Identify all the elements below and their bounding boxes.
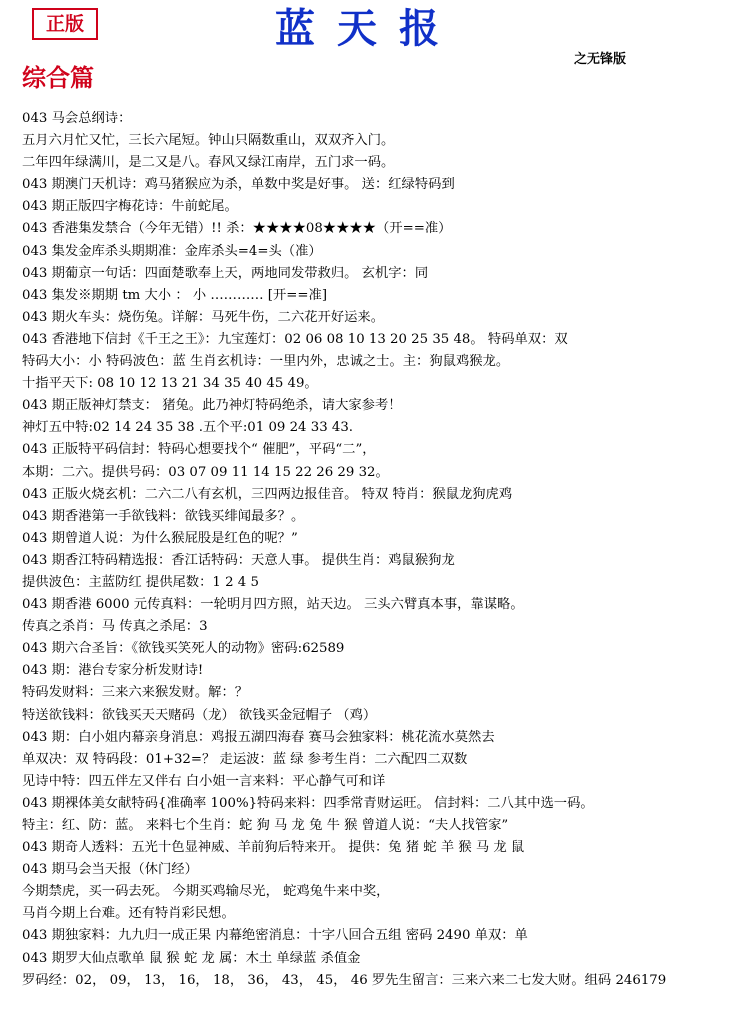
content-line: 传真之杀肖：马 传真之杀尾：3 — [22, 619, 208, 635]
content-line: 特码大小：小 特码波色：蓝 生肖玄机诗：一里内外，忠诚之士。主：狗鼠鸡猴龙。 — [22, 354, 510, 370]
authentic-badge: 正版 — [32, 8, 98, 40]
content-line: 043 期火车头：烧伤兔。详解：马死牛伤，二六花开好运来。 — [22, 309, 385, 325]
content-line: 043 期葡京一句话：四面楚歌奉上天，两地同发带救归。 玄机字：同 — [22, 265, 429, 281]
content-line: 043 期澳门天机诗：鸡马猪猴应为杀，单数中奖是好事。 送：红绿特码到 — [22, 177, 455, 193]
content-line: 043 期香港第一手欲钱料：欲钱买绯闻最多？。 — [22, 508, 305, 524]
content-line: 043 期正版神灯禁支： 猪兔。此乃神灯特码绝杀，请大家参考！ — [22, 398, 402, 414]
content-line: 提供波色：主蓝防红 提供尾数：1 2 4 5 — [22, 574, 259, 590]
content-line: 043 期独家料：九九归一成正果 内幕绝密消息：十字八回合五组 密码 2490 单双：单 — [22, 928, 528, 944]
content-line: 043 期香江特码精选报：香江话特码：天意人事。 提供生肖：鸡鼠猴狗龙 — [22, 552, 455, 568]
content-line: 043 期香港 6000 元传真料：一轮明月四方照，站天边。 三头六臂真本事，靠谋略。 — [22, 597, 524, 613]
content-line: 特码发财料：三来六来猴发财。解：？ — [22, 685, 249, 701]
edition-label: 之无锋版 — [574, 52, 627, 67]
content-line: 043 期罗大仙点歌单 鼠 猴 蛇 龙 属：木土 单绿蓝 杀值金 — [22, 950, 361, 966]
content-line: 十指平天下: 08 10 12 13 21 34 35 40 45 49。 — [22, 376, 318, 392]
content-line: 043 期马会当天报（休门经） — [22, 862, 198, 878]
content-line: 043 期：港台专家分析发财诗! — [22, 663, 204, 679]
content-line: 043 期：白小姐内幕亲身消息：鸡报五湖四海春 赛马会独家料：桃花流水莫然去 — [22, 729, 495, 745]
content-line: 043 期裸体美女献特码{准确率 100%}特码来料：四季常青财运旺。 信封料：二八其中选一码。 — [22, 795, 594, 811]
content-line: 043 香港集发禁合（今年无错）!! 杀：★★★★08★★★★（开==准） — [22, 221, 452, 237]
section-title: 综合篇 — [22, 63, 94, 92]
content-line: 五月六月忙又忙，三长六尾短。钟山只隔数重山，双双齐入门。 — [22, 133, 395, 149]
content-line: 043 正版特平码信封：特码心想要找个“ 催肥”，平码“二”， — [22, 442, 376, 458]
newspaper-title: 蓝天报 — [275, 5, 461, 52]
content-line: 043 马会总纲诗： — [22, 111, 132, 126]
content-line: 043 正版火烧玄机：二六二八有玄机，三四两边报佳音。 特双 特肖：猴鼠龙狗虎鸡 — [22, 486, 513, 502]
content-line: 见诗中特：四五伴左又伴右 白小姐一言来料：平心静气可和详 — [22, 773, 386, 789]
content-line: 二年四年绿满川，是二又是八。春风又绿江南岸，五门求一码。 — [22, 155, 395, 171]
content-line: 今期禁虎，买一码去死。 今期买鸡输尽光， 蛇鸡兔牛来中奖， — [22, 884, 390, 900]
content-line: 043 期奇人透料：五光十色显神威、羊前狗后特来开。 提供：兔 猪 蛇 羊 猴 马 龙 鼠 — [22, 840, 525, 856]
content-lines — [22, 108, 734, 992]
content-line: 043 集发金库杀头期期准：金库杀头=4=头（准） — [22, 243, 322, 259]
content-line: 本期：二六。提供号码：03 07 09 11 14 15 22 26 29 32。 — [22, 464, 389, 480]
content-line: 043 期六合圣旨：《欲钱买笑死人的动物》密码:62589 — [22, 641, 345, 657]
content-line: 罗码经：02， 09， 13， 16， 18， 36， 43， 45， 46 罗先生留言：三来六来二七发大财。组码 246179 — [22, 972, 667, 988]
content-line: 马肖今期上台难。还有特肖彩民想。 — [22, 906, 235, 922]
content-line: 043 期曾道人说：为什么猴屁股是红色的呢？” — [22, 530, 298, 546]
content-line: 神灯五中特:02 14 24 35 38 .五个平:01 09 24 33 43. — [22, 420, 354, 436]
content-line: 043 期正版四字梅花诗：牛前蛇尾。 — [22, 199, 238, 215]
content-line: 043 集发※期期 tm 大小 ： 小 ………… [开==准] — [22, 287, 328, 303]
content-line: 特主：红、防：蓝。 来料七个生肖：蛇 狗 马 龙 兔 牛 猴 曾道人说：“夫人找管家” — [22, 818, 509, 833]
content-line: 043 香港地下信封《千王之王》：九宝莲灯：02 06 08 10 13 20 25 35 48。 特码单双：双 — [22, 331, 568, 347]
content-line: 单双决：双 特码段：01+32=？ 走运波：蓝 绿 参考生肖：二六配四二双数 — [22, 751, 468, 767]
content-line: 特送欲钱料：欲钱买天天赌码（龙） 欲钱买金冠帽子 （鸡） — [22, 707, 377, 723]
